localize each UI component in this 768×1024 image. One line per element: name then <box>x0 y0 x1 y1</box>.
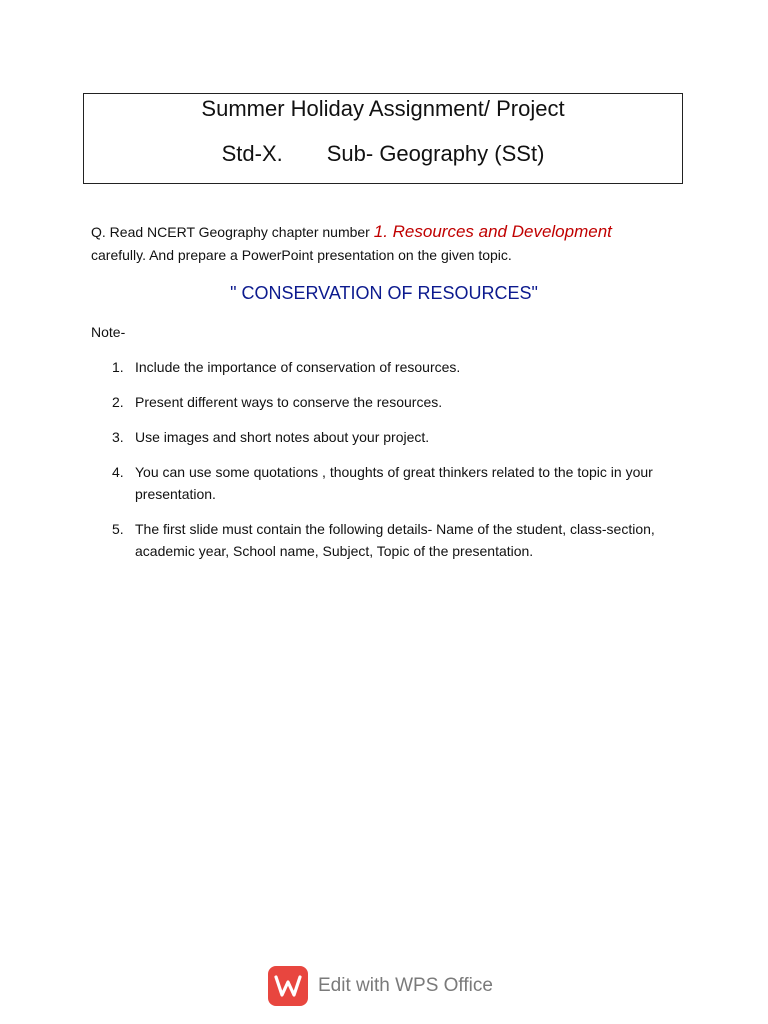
list-text: You can use some quotations , thoughts of great thinkers related to the topic in your presentation. <box>135 464 653 502</box>
list-text: The first slide must contain the following details- Name of the student, class-section, academic year, School name, Subject, Topic of the presentation. <box>135 521 655 559</box>
question-prefix: Q. Read NCERT Geography chapter number <box>91 224 370 240</box>
list-number: 2. <box>112 394 124 410</box>
list-number: 3. <box>112 429 124 445</box>
question-text <box>91 220 691 267</box>
note-label: Note- <box>91 324 126 340</box>
assignment-title: Summer Holiday Assignment/ Project <box>201 96 565 121</box>
topic-heading: " CONSERVATION OF RESOURCES" <box>230 283 538 303</box>
chapter-name: 1. Resources and Development <box>373 222 612 241</box>
list-text: Use images and short notes about your project. <box>135 429 430 445</box>
list-item <box>91 391 691 413</box>
list-item <box>91 426 691 448</box>
notes-list <box>91 356 691 575</box>
list-item <box>91 461 691 505</box>
list-number: 4. <box>112 464 124 480</box>
subject-label: Sub- Geography (SSt) <box>326 141 545 166</box>
wps-logo-icon <box>268 966 308 1006</box>
wps-label: Edit with WPS Office <box>318 975 493 996</box>
list-text: Present different ways to conserve the resources. <box>135 394 443 410</box>
title-box <box>83 93 683 184</box>
question-continuation: carefully. And prepare a PowerPoint presentation on the given topic. <box>91 247 512 263</box>
class-subject-line <box>84 141 682 167</box>
list-number: 5. <box>112 521 124 537</box>
list-text: Include the importance of conservation of resources. <box>135 359 461 375</box>
edit-with-wps-button[interactable] <box>268 966 493 1006</box>
list-item <box>91 356 691 378</box>
list-item <box>91 518 691 562</box>
list-number: 1. <box>112 359 124 375</box>
standard-label: Std-X. <box>221 141 283 166</box>
